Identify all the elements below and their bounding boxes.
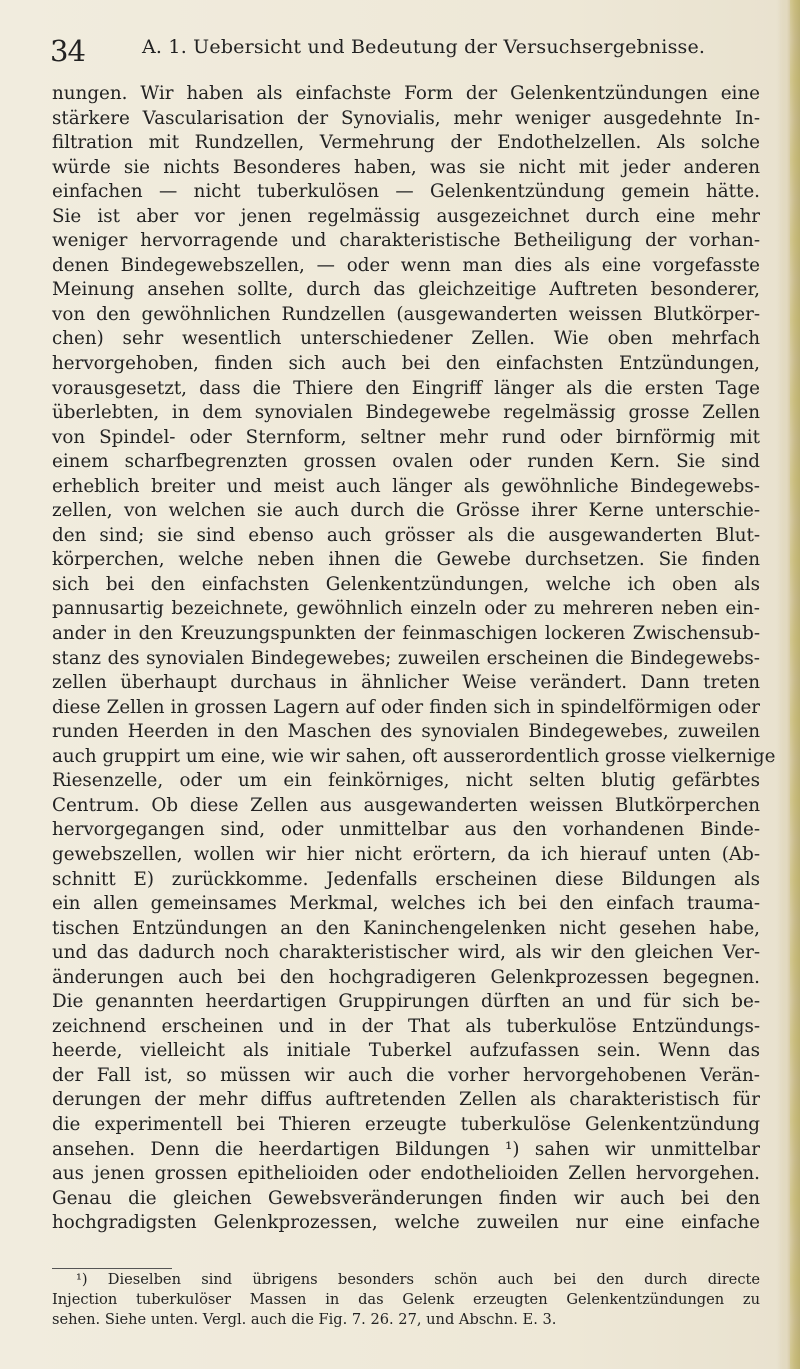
body-line: der Fall ist, so müssen wir auch die vorher hervorgehobenen Verän- [52,1064,760,1086]
footnotes [52,1270,760,1330]
body-line: schnitt E) zurückkomme. Jedenfalls erscheinen diese Bildungen als [52,868,760,890]
body-line: und das dadurch noch charakteristischer wird, als wir den gleichen Ver- [52,942,760,964]
body-line: gewebszellen, wollen wir hier nicht erörtern, da ich hierauf unten (Ab- [52,843,760,865]
body-line: sich bei den einfachsten Gelenkentzündungen, welche ich oben als [52,573,760,595]
body-line: von den gewöhnlichen Rundzellen (ausgewanderten weissen Blutkörper- [52,303,760,325]
body-line: würde sie nichts Besonderes haben, was sie nicht mit jeder anderen [52,156,760,178]
body-line: diese Zellen in grossen Lagern auf oder finden sich in spindelförmigen oder [52,696,760,718]
body-line: auch gruppirt um eine, wie wir sahen, oft ausserordentlich grosse vielkernige [52,745,776,767]
body-line: runden Heerden in den Maschen des synovialen Bindegewebes, zuweilen [52,721,760,743]
page-header [50,34,750,68]
body-line: filtration mit Rundzellen, Vermehrung der Endothelzellen. Als solche [52,132,760,154]
body-line: chen) sehr wesentlich unterschiedener Zellen. Wie oben mehrfach [52,328,760,350]
body-line: Die genannten heerdartigen Gruppirungen dürften an und für sich be- [52,991,760,1013]
body-line: stanz des synovialen Bindegewebes; zuweilen erscheinen die Bindegewebs- [52,647,760,669]
body-line: Riesenzelle, oder um ein feinkörniges, nicht selten blutig gefärbtes [52,770,760,792]
body-line: weniger hervorragende und charakteristische Betheiligung der vorhan- [52,230,760,252]
body-line: überlebten, in dem synovialen Bindegewebe regelmässig grosse Zellen [52,402,760,424]
body-line: hochgradigsten Gelenkprozessen, welche zuweilen nur eine einfache [52,1212,760,1234]
body-line: änderungen auch bei den hochgradigeren Gelenkprozessen begegnen. [52,966,760,988]
body-line: derungen der mehr diffus auftretenden Zellen als charakteristisch für [52,1089,760,1111]
body-line: ansehen. Denn die heerdartigen Bildungen ¹) sahen wir unmittelbar [52,1138,760,1160]
body-line: aus jenen grossen epithelioiden oder endothelioiden Zellen hervorgehen. [52,1163,760,1185]
body-line: Sie ist aber vor jenen regelmässig ausgezeichnet durch eine mehr [52,205,760,227]
body-line: die experimentell bei Thieren erzeugte tuberkulöse Gelenkentzündung [52,1113,760,1135]
footnote-separator [52,1268,172,1269]
body-line: ander in den Kreuzungspunkten der feinmaschigen lockeren Zwischensub- [52,623,760,645]
body-line: stärkere Vascularisation der Synovialis, mehr weniger ausgedehnte In- [52,107,760,129]
body-line: von Spindel- oder Sternform, seltner mehr rund oder birnförmig mit [52,426,760,448]
body-line: vorausgesetzt, dass die Thiere den Eingriff länger als die ersten Tage [52,377,760,399]
body-line: nungen. Wir haben als einfachste Form der Gelenkentzündungen eine [52,83,760,104]
body-line: hervorgegangen sind, oder unmittelbar aus den vorhandenen Binde- [52,819,760,841]
body-line: Centrum. Ob diese Zellen aus ausgewanderten weissen Blutkörperchen [52,794,760,816]
body-line: pannusartig bezeichnete, gewöhnlich einzeln oder zu mehreren neben ein- [52,598,760,620]
footnote-line: sehen. Siehe unten. Vergl. auch die Fig. 7. 26. 27, und Abschn. E. 3. [52,1311,557,1328]
body-line: denen Bindegewebszellen, — oder wenn man dies als eine vorgefasste [52,254,760,276]
body-line: zellen, von welchen sie auch durch die Grösse ihrer Kerne unterschie- [52,500,760,522]
body-line: ein allen gemeinsames Merkmal, welches ich bei den einfach trauma- [52,893,760,915]
running-title: A. 1. Uebersicht und Bedeutung der Versuchsergebnisse. [142,36,706,58]
body-line: einem scharfbegrenzten grossen ovalen oder runden Kern. Sie sind [52,451,760,473]
page-edge-tint [790,0,800,1369]
body-line: heerde, vielleicht als initiale Tuberkel aufzufassen sein. Wenn das [52,1040,760,1062]
body-line: körperchen, welche neben ihnen die Gewebe durchsetzen. Sie finden [52,549,760,571]
footnote-line: ¹) Dieselben sind übrigens besonders schön auch bei den durch directe [76,1271,760,1288]
body-line: einfachen — nicht tuberkulösen — Gelenkentzündung gemein hätte. [52,181,760,203]
body-line: zeichnend erscheinen und in der That als tuberkulöse Entzündungs- [52,1015,760,1037]
body-line: erheblich breiter und meist auch länger als gewöhnliche Bindegewebs- [52,475,760,497]
body-line: den sind; sie sind ebenso auch grösser als die ausgewanderten Blut- [52,524,760,546]
body-line: tischen Entzündungen an den Kaninchengelenken nicht gesehen habe, [52,917,760,939]
body-text [52,82,776,1236]
body-line: zellen überhaupt durchaus in ähnlicher Weise verändert. Dann treten [52,672,760,694]
body-line: hervorgehoben, finden sich auch bei den einfachsten Entzündungen, [52,353,760,375]
footnote-line: Injection tuberkulöser Massen in das Gelenk erzeugten Gelenkentzündungen zu [52,1291,760,1308]
body-line: Meinung ansehen sollte, durch das gleichzeitige Auftreten besonderer, [52,279,760,301]
body-line: Genau die gleichen Gewebsveränderungen finden wir auch bei den [52,1187,760,1209]
page-number: 34 [50,34,85,68]
